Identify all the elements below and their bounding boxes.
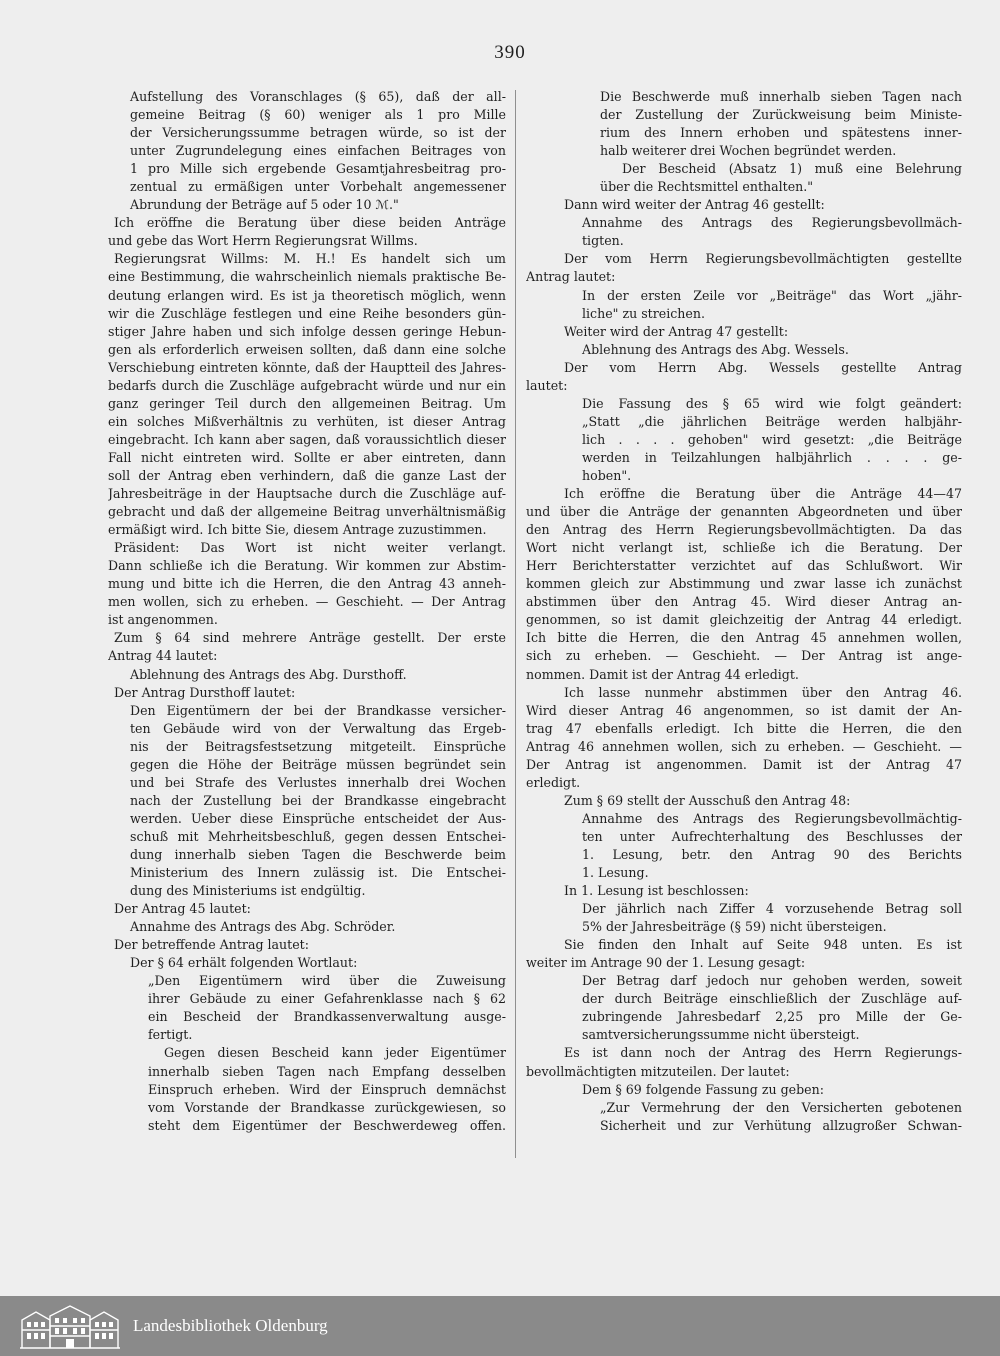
text-line: Dann schließe ich die Beratung. Wir kommen zur Abstim- [108, 558, 506, 574]
text-line: Sie finden den Inhalt auf Seite 948 unten. Es ist [564, 937, 962, 953]
text-line: Es ist dann noch der Antrag des Herrn Regierungs- [564, 1045, 962, 1061]
text-line: Zum § 69 stellt der Ausschuß den Antrag 48: [564, 792, 851, 808]
text-line: Abrundung der Beträge auf 5 oder 10 ℳ." [130, 197, 399, 213]
text-line: wir die Zuschläge festlegen und eine Reihe besonders gün- [108, 305, 506, 321]
left-column [108, 88, 506, 1135]
text-line: Der Bescheid (Absatz 1) muß eine Belehrung [622, 161, 962, 177]
text-line: Ministerium des Innern zulässig ist. Die Entschei- [130, 865, 506, 881]
text-line: Die Beschwerde muß innerhalb sieben Tagen nach [600, 89, 962, 104]
text-line: „Zur Vermehrung der den Versicherten gebotenen [600, 1099, 962, 1115]
text-line: Annahme des Antrags des Abg. Schröder. [130, 919, 396, 935]
text-line: Aufstellung des Voranschlages (§ 65), daß der all- [130, 89, 506, 104]
text-line: „Statt „die jährlichen Beiträge werden halbjähr- [582, 413, 962, 429]
text-line: eingebracht. Ich kann aber sagen, daß voraussichtlich dieser [108, 431, 506, 447]
text-line: gebracht und daß der allgemeine Beitrag unverhältnismäßig [108, 504, 506, 520]
text-line: ten unter Aufrechterhaltung des Beschlusses der [582, 828, 962, 844]
text-line: der Versicherungssumme betragen würde, so ist der [130, 125, 506, 141]
library-building-icon [18, 1302, 122, 1354]
text-line: halb weiterer drei Wochen begründet werden. [600, 143, 897, 159]
text-line: nis der Beitragsfestsetzung mitgeteilt. Einsprüche [130, 738, 506, 754]
text-line: der Zustellung der Zurückweisung beim Ministe- [600, 107, 962, 123]
text-line: genommen, so ist damit gleichzeitig der Antrag 44 erledigt. [526, 612, 962, 628]
text-line: Der Betrag darf jedoch nur gehoben werden, soweit [582, 973, 962, 989]
text-line: Weiter wird der Antrag 47 gestellt: [564, 323, 789, 339]
text-line: Der Antrag ist angenommen. Damit ist der Antrag 47 [526, 756, 962, 772]
text-line: Zum § 64 sind mehrere Anträge gestellt. Der erste [114, 630, 506, 646]
text-line: Annahme des Antrags des Regierungsbevollmächtig- [582, 810, 962, 826]
text-line: samtversicherungssumme nicht übersteigt. [582, 1027, 860, 1043]
text-line: bedarfs durch die Zuschläge aufgebracht würde und nur ein [108, 377, 506, 393]
text-line: nommen. Damit ist der Antrag 44 erledigt. [526, 666, 799, 682]
page-number: 390 [494, 42, 526, 63]
text-line: stiger Jahre haben und sich infolge dessen geringe Hebun- [108, 323, 506, 339]
text-line: zubringende Jahresbedarf 2,25 pro Mille der Ge- [582, 1009, 962, 1025]
text-line: über die Rechtsmittel enthalten." [600, 179, 814, 195]
text-line: Fall nicht eintreten wird. Sollte er aber eintreten, dann [108, 449, 506, 465]
text-line: Der jährlich nach Ziffer 4 vorzusehende Betrag soll [582, 901, 962, 917]
text-line: dung des Ministeriums ist endgültig. [130, 883, 366, 899]
text-line: deutung erlangen wird. Es ist ja theoretisch möglich, wenn [108, 287, 506, 303]
text-line: Gegen diesen Bescheid kann jeder Eigentümer [164, 1045, 506, 1061]
text-line: Annahme des Antrags des Regierungsbevollmäch- [582, 215, 962, 231]
text-line: unter Zugrundelegung eines einfachen Beitrages von [130, 143, 506, 159]
text-line: ein solches Mißverhältnis zu verhüten, ist dieser Antrag [108, 413, 506, 429]
text-line: Den Eigentümern der bei der Brandkasse versicher- [130, 702, 506, 718]
text-line: ein Bescheid der Brandkassenverwaltung ausge- [148, 1009, 506, 1025]
text-line: Jahresbeiträge in der Hauptsache durch die Zuschläge auf- [108, 486, 506, 502]
text-line: dung innerhalb sieben Tagen die Beschwerde beim [130, 846, 506, 862]
text-line: und bei Strafe des Verlustes innerhalb drei Wochen [130, 774, 506, 790]
text-line: Ich eröffne die Beratung über die Anträge 44—47 [564, 486, 962, 502]
text-line: Antrag 46 annehmen wollen, sich zu erheben. — Geschieht. — [526, 738, 962, 754]
text-line: lich . . . . gehoben" wird gesetzt: „die Beiträge [582, 431, 962, 447]
text-line: 1. Lesung, betr. den Antrag 90 des Berichts [582, 846, 962, 862]
text-line: und gebe das Wort Herrn Regierungsrat Willms. [108, 233, 418, 249]
text-line: 5% der Jahresbeiträge (§ 59) nicht übersteigen. [582, 919, 887, 935]
text-line: abstimmen über den Antrag 45. Wird dieser Antrag an- [526, 594, 962, 610]
text-line: Wort nicht verlangt ist, schließe ich die Beratung. Der [526, 540, 962, 556]
text-line: liche" zu streichen. [582, 305, 705, 321]
text-line: weiter im Antrage 90 der 1. Lesung gesagt: [526, 955, 806, 971]
text-line: ganz geringer Teil durch den allgemeinen Beitrag. Um [108, 395, 506, 411]
text-line: Die Fassung des § 65 wird wie folgt geändert: [582, 395, 962, 411]
text-line: Der vom Herrn Regierungsbevollmächtigten gestellte [564, 251, 962, 267]
text-line: Der § 64 erhält folgenden Wortlaut: [130, 955, 358, 971]
text-line: gen als erforderlich erweisen sollten, daß dann eine solche [108, 341, 506, 357]
text-line: ist angenommen. [108, 612, 218, 628]
text-line: Antrag 44 lautet: [108, 648, 218, 664]
text-line: 1. Lesung. [582, 865, 649, 881]
text-line: Regierungsrat Willms: M. H.! Es handelt sich um [114, 251, 506, 267]
text-line: und über die Anträge der genannten Abgeordneten und über [526, 504, 962, 520]
text-line: Einspruch erheben. Wird der Einspruch demnächst [148, 1081, 506, 1097]
text-line: gegen die Höhe der Beiträge müssen begründet sein [130, 756, 506, 772]
text-line: der durch Beiträge einschließlich der Zuschläge auf- [582, 991, 962, 1007]
text-line: Sicherheit und zur Verhütung allzugroßer Schwan- [600, 1117, 962, 1133]
text-line: Dann wird weiter der Antrag 46 gestellt: [564, 197, 825, 213]
text-line: Antrag lautet: [526, 269, 616, 285]
text-line: bevollmächtigten mitzuteilen. Der lautet: [526, 1063, 790, 1079]
text-line: „Den Eigentümern wird über die Zuweisung [148, 973, 506, 989]
text-line: mung und bitte ich die Herren, die den Antrag 43 anneh- [108, 576, 506, 592]
text-line: Ich lasse nunmehr abstimmen über den Antrag 46. [564, 684, 962, 700]
text-line: hoben". [582, 467, 632, 483]
text-line: men wollen, sich zu erheben. — Geschieht. — Der Antrag [108, 594, 506, 610]
text-line: den Antrag des Herrn Regierungsbevollmächtigten. Da das [526, 522, 962, 538]
text-line: Der betreffende Antrag lautet: [114, 937, 309, 953]
text-line: Herr Berichterstatter verzichtet auf das Schlußwort. Wir [526, 558, 962, 574]
text-line: werden in Teilzahlungen halbjährlich . . . . ge- [582, 449, 962, 465]
text-line: schuß mit Mehrheitsbeschluß, gegen dessen Entschei- [130, 828, 506, 844]
text-line: tigten. [582, 233, 624, 249]
text-line: zentual zu ermäßigen unter Vorbehalt angemessener [130, 179, 506, 195]
text-line: Der Antrag 45 lautet: [114, 901, 251, 917]
text-line: innerhalb sieben Tagen nach Empfang desselben [148, 1063, 506, 1079]
text-line: In 1. Lesung ist beschlossen: [564, 883, 749, 899]
text-line: Wird dieser Antrag 46 angenommen, so ist damit der An- [526, 702, 962, 718]
text-line: Verschiebung eintreten könnte, daß der Hauptteil des Jahres- [108, 359, 506, 375]
text-line: eine Bestimmung, die wahrscheinlich niemals praktische Be- [108, 269, 506, 285]
text-line: trag 47 ebenfalls erledigt. Ich bitte die Herren, die den [526, 720, 962, 736]
text-line: Ablehnung des Antrags des Abg. Wessels. [582, 341, 849, 357]
text-line: ten Gebäude wird von der Verwaltung das Ergeb- [130, 720, 506, 736]
text-line: gemeine Beitrag (§ 60) weniger als 1 pro Mille [130, 107, 506, 123]
text-line: Präsident: Das Wort ist nicht weiter verlangt. [114, 540, 506, 556]
text-line: Dem § 69 folgende Fassung zu geben: [582, 1081, 824, 1097]
text-line: ihrer Gebäude zu einer Gefahrenklasse nach § 62 [148, 991, 506, 1007]
text-line: ermäßigt wird. Ich bitte Sie, diesem Antrage zuzustimmen. [108, 522, 487, 538]
text-line: fertigt. [148, 1027, 193, 1043]
library-name: Landesbibliothek Oldenburg [133, 1316, 328, 1335]
text-line: soll der Antrag eben verhindern, daß die ganze Last der [108, 467, 506, 483]
footer-bar [0, 1296, 1000, 1356]
text-line: 1 pro Mille sich ergebende Gesamtjahresbeitrag pro- [130, 161, 506, 177]
text-line: Der Antrag Dursthoff lautet: [114, 684, 296, 700]
text-line: Ich eröffne die Beratung über diese beiden Anträge [114, 215, 506, 231]
text-line: steht dem Eigentümer der Beschwerdeweg offen. [148, 1117, 506, 1133]
text-line: werden. Ueber diese Einsprüche entscheidet der Aus- [130, 810, 506, 826]
text-line: Ich bitte die Herren, die den Antrag 45 annehmen wollen, [526, 630, 962, 646]
text-line: kommen gleich zur Abstimmung und zwar lasse ich zunächst [526, 576, 962, 592]
text-line: erledigt. [526, 774, 581, 790]
text-line: In der ersten Zeile vor „Beiträge" das Wort „jähr- [582, 287, 962, 303]
text-line: Ablehnung des Antrags des Abg. Dursthoff. [130, 666, 407, 682]
text-line: nach der Zustellung bei der Brandkasse eingebracht [130, 792, 506, 808]
text-line: sich zu erheben. — Geschieht. — Der Antrag ist ange- [526, 648, 962, 664]
text-line: vom Vorstande der Brandkasse zurückgewiesen, so [148, 1099, 506, 1115]
text-line: rium des Innern erhoben und spätestens inner- [600, 125, 962, 141]
text-line: Der vom Herrn Abg. Wessels gestellte Antrag [564, 359, 962, 375]
column-divider [515, 90, 516, 1158]
text-line: lautet: [526, 377, 568, 393]
right-column [526, 88, 962, 1135]
